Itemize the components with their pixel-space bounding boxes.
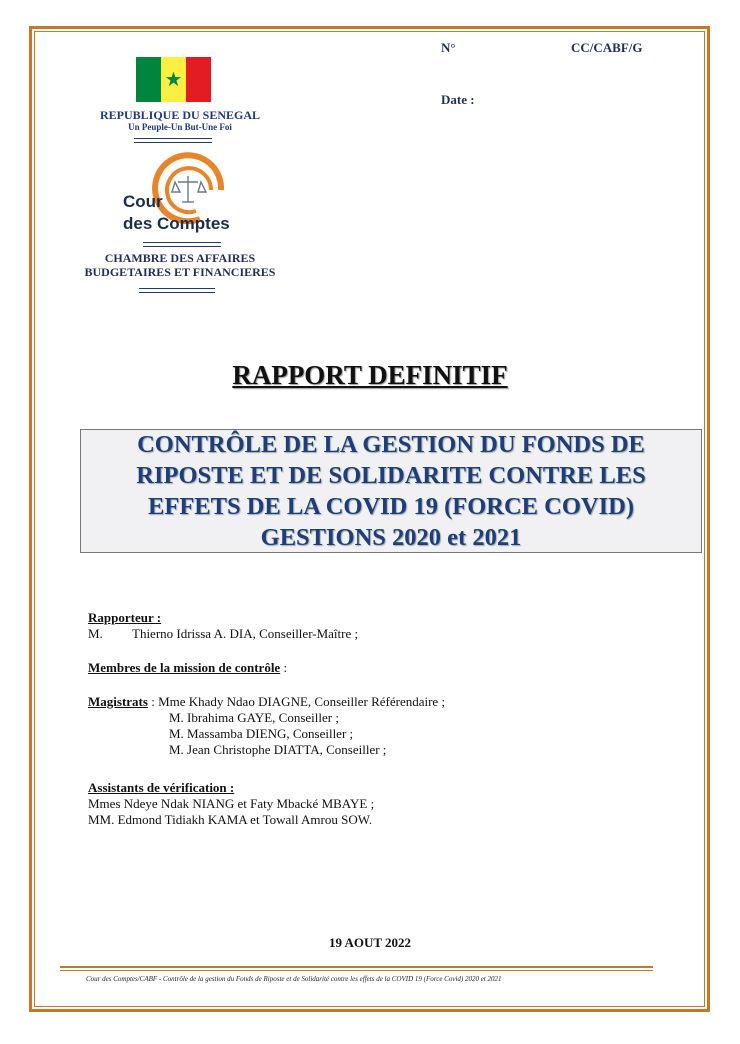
subject-line: RIPOSTE ET DE SOLIDARITE CONTRE LES <box>136 462 646 489</box>
footer-text: Cour des Comptes/CABF - Contrôle de la gestion du Fonds de Riposte et de Solidarité contre les effets de la COVID 19 (Force Covid) 2020 et 2021 <box>86 975 502 983</box>
magistrat-member: M. Ibrahima GAYE, Conseiller ; <box>169 710 339 725</box>
mission-heading-line <box>88 660 287 676</box>
rapporteur-line <box>88 626 358 642</box>
logo-text-cour: Cour <box>123 192 163 211</box>
magistrat-member: M. Jean Christophe DIATTA, Conseiller ; <box>169 742 387 757</box>
date-label: Date : <box>441 92 475 107</box>
report-title: RAPPORT DEFINITIF <box>232 360 508 390</box>
footer-divider <box>60 966 653 971</box>
report-date: 19 AOUT 2022 <box>328 935 412 950</box>
rapporteur-heading: Rapporteur : <box>88 610 162 625</box>
flag-star-icon: ★ <box>164 69 183 91</box>
rapporteur-section <box>88 610 358 642</box>
magistrats-first-line <box>88 694 445 710</box>
report-subject-box <box>80 429 702 553</box>
republic-name: REPUBLIQUE DU SENEGAL <box>99 108 261 122</box>
subject-line: CONTRÔLE DE LA GESTION DU FONDS DE <box>137 431 645 458</box>
number-label: N° <box>441 40 456 55</box>
assistants-heading: Assistants de vérification : <box>88 780 235 795</box>
logo-text-des-comptes: des Comptes <box>123 214 230 233</box>
magistrats-heading: Magistrats <box>88 694 148 709</box>
scales-of-justice-icon <box>172 176 206 202</box>
header-divider <box>134 138 212 143</box>
assistant-line: MM. Edmond Tidiakh KAMA et Towall Amrou SOW. <box>88 812 373 827</box>
magistrats-separator: : <box>147 694 159 709</box>
mission-heading-suffix: : <box>280 660 288 675</box>
magistrats-section <box>88 694 445 758</box>
magistrat-member: Mme Khady Ndao DIAGNE, Conseiller Référendaire ; <box>158 694 446 709</box>
logo-divider <box>143 242 221 247</box>
mission-heading: Membres de la mission de contrôle <box>88 660 281 675</box>
chamber-divider <box>139 288 215 293</box>
magistrat-member: M. Massamba DIENG, Conseiller ; <box>169 726 354 741</box>
chamber-name-line1: CHAMBRE DES AFFAIRES <box>104 251 256 265</box>
senegal-flag <box>136 57 211 102</box>
subject-line: GESTIONS 2020 et 2021 <box>260 524 522 551</box>
assistant-line: Mmes Ndeye Ndak NIANG et Faty Mbacké MBAYE ; <box>88 796 375 811</box>
chamber-name-line2: BUDGETAIRES ET FINANCIERES <box>84 265 276 279</box>
republic-motto: Un Peuple-Un But-Une Foi <box>128 122 232 132</box>
report-subject <box>86 429 696 553</box>
rapporteur-title: M. <box>88 626 103 641</box>
subject-line: EFFETS DE LA COVID 19 (FORCE COVID) <box>148 493 634 520</box>
rapporteur-name: Thierno Idrissa A. DIA, Conseiller-Maître ; <box>132 626 359 641</box>
assistants-section <box>88 780 374 828</box>
reference-code: CC/CABF/G <box>571 40 643 55</box>
